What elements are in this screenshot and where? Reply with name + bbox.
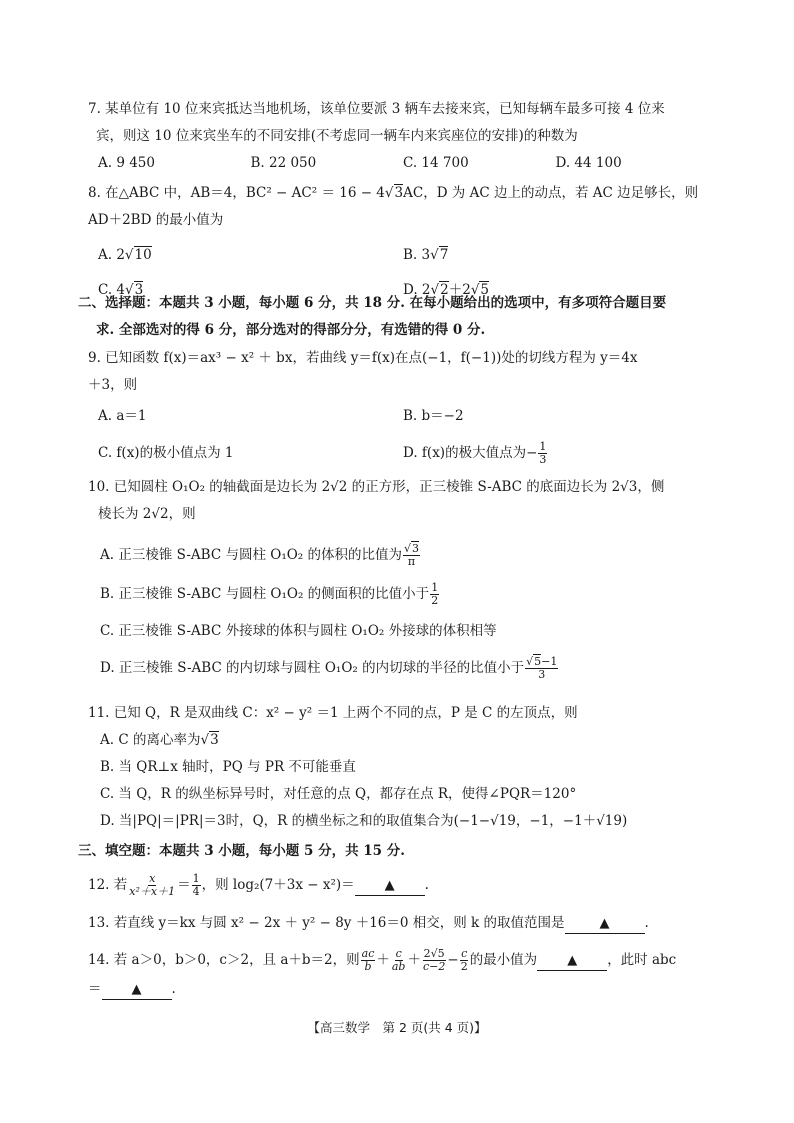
triangle-marker-icon: ▲: [131, 982, 142, 997]
section-2-heading: [78, 290, 718, 344]
q8-option-d: D. 2√2＋2√5: [403, 282, 490, 298]
section-3-heading: [78, 838, 718, 865]
page-footer: 【高三数学 第 2 页(共 4 页)】: [307, 1020, 487, 1035]
q7-option-c: C. 14 700: [403, 155, 469, 171]
question-12: 12. 若 $\frac{x}{\text{x²＋x＋1}}$ ＝ $\frac{1}{4}$ ，则 log₂(7＋3x − x²)＝ ▲ .: [88, 872, 429, 898]
q14-line2: ＝ ▲ .: [88, 976, 728, 1003]
q9-options-row1: [88, 403, 708, 430]
q9-line2: ＋3，则: [88, 377, 138, 393]
q7-option-a: A. 9 450: [98, 155, 155, 171]
q9-line1: 9. 已知函数 f(x)＝ax³ − x² ＋ bx，若曲线 y＝f(x)在点(−1，f(−1))处的切线方程为 y＝4x: [88, 350, 638, 366]
question-7: [88, 96, 708, 177]
q10-line2: 棱长为 2√2，则: [98, 506, 196, 522]
q11-option-b: B. 当 QR⊥x 轴时，PQ 与 PR 不可能垂直: [100, 759, 356, 775]
triangle-marker-icon: ▲: [599, 916, 610, 931]
question-10: [88, 474, 708, 682]
q14-line1: 14. 若 a＞0，b＞0，c＞2，且 a＋b＝2，则 $\frac{ac}{b}$ ＋ $\frac{c}{ab}$ ＋ $\frac{2√5}{c-2}$ − $\frac{c}{2}$ 的最小值为 ▲ ，此时 abc: [88, 947, 677, 973]
q12-fraction-2: $\frac{1}{4}$: [192, 872, 200, 898]
q8-option-a: A. 2√10: [98, 247, 152, 263]
triangle-marker-icon: ▲: [384, 878, 395, 893]
q10-option-c: C. 正三棱锥 S-ABC 外接球的体积与圆柱 O₁O₂ 外接球的体积相等: [100, 623, 497, 639]
q8-option-c: C. 4√3: [98, 282, 144, 298]
q11-option-a: A. C 的离心率为√3: [100, 732, 219, 748]
question-13: 13. 若直线 y＝kx 与圆 x² − 2x ＋ y² − 8y ＋16＝0 相交，则 k 的取值范围是 ▲ .: [88, 910, 708, 937]
q12-fraction-1: $\frac{x}{\text{x²＋x＋1}}$: [129, 872, 176, 898]
q8-options-row1: [88, 242, 708, 269]
q10-option-a: A. 正三棱锥 S-ABC 与圆柱 O₁O₂ 的体积的比值为 $\frac{√3}{\pi}$: [100, 542, 420, 568]
triangle-marker-icon: ▲: [567, 953, 578, 968]
q14-answer-blank-2[interactable]: [102, 980, 172, 1000]
q9-option-d: D. f(x)的极大值点为− $\frac{1}{3}$: [403, 440, 547, 466]
q11-option-d: D. 当|PQ|＝|PR|＝3时，Q，R 的横坐标之和的取值集合为(−1−√19，−1，−1＋√19): [100, 813, 628, 829]
q10-line1: 10. 已知圆柱 O₁O₂ 的轴截面是边长为 2√2 的正方形，正三棱锥 S-ABC 的底面边长为 2√3，侧: [88, 479, 665, 495]
q11-option-c: C. 当 Q，R 的纵坐标异号时，对任意的点 Q，都存在点 R，使得∠PQR＝120°: [100, 786, 577, 802]
q10-option-d: D. 正三棱锥 S-ABC 的内切球与圆柱 O₁O₂ 的内切球的半径的比值小于 $\frac{√5-1}{3}$: [100, 655, 558, 681]
q11-line1: 11. 已知 Q，R 是双曲线 C：x² − y² ＝1 上两个不同的点，P 是 C 的左顶点，则: [88, 705, 578, 721]
q8-line2: AD＋2BD 的最小值为: [88, 212, 224, 228]
q7-line2: 宾，则这 10 位来宾坐车的不同安排(不考虑同一辆车内来宾座位的安排)的种数为: [96, 128, 578, 144]
q7-option-b: B. 22 050: [250, 155, 317, 171]
question-14: [88, 947, 728, 1003]
q10-option-b: B. 正三棱锥 S-ABC 与圆柱 O₁O₂ 的侧面积的比值小于 $\frac{1}{2}$: [100, 581, 439, 607]
question-9: [88, 345, 708, 467]
q13-answer-blank[interactable]: [565, 914, 645, 934]
q7-options: [88, 150, 708, 177]
section-3-line1: 三、填空题：本题共 3 小题，每小题 5 分，共 15 分.: [78, 843, 405, 859]
q9-option-b: B. b＝−2: [403, 408, 464, 424]
q9-options-row2: [88, 440, 708, 467]
q12-answer-blank[interactable]: [355, 876, 425, 896]
q7-line1: 7. 某单位有 10 位来宾抵达当地机场，该单位要派 3 辆车去接来宾，已知每辆车最多可接 4 位来: [88, 101, 665, 117]
question-8: [88, 180, 708, 304]
section-2-line2: 求. 全部选对的得 6 分，部分选对的得部分分，有选错的得 0 分.: [96, 322, 486, 338]
q7-option-d: D. 44 100: [555, 155, 622, 171]
question-11: [88, 700, 708, 835]
q9-option-a: A. a＝1: [98, 408, 147, 424]
q14-answer-blank-1[interactable]: [537, 951, 607, 971]
section-2-line1: 二、选择题：本题共 3 小题，每小题 6 分，共 18 分. 在每小题给出的选项中，有多项符合题目要: [78, 295, 667, 311]
q8-option-b: B. 3√7: [403, 247, 449, 263]
q9-option-c: C. f(x)的极小值点为 1: [98, 445, 234, 461]
q8-line1: 8. 在△ABC 中，AB＝4，BC² − AC² ＝ 16 − 4√3AC，D 为 AC 边上的动点，若 AC 边足够长，则: [88, 185, 699, 201]
